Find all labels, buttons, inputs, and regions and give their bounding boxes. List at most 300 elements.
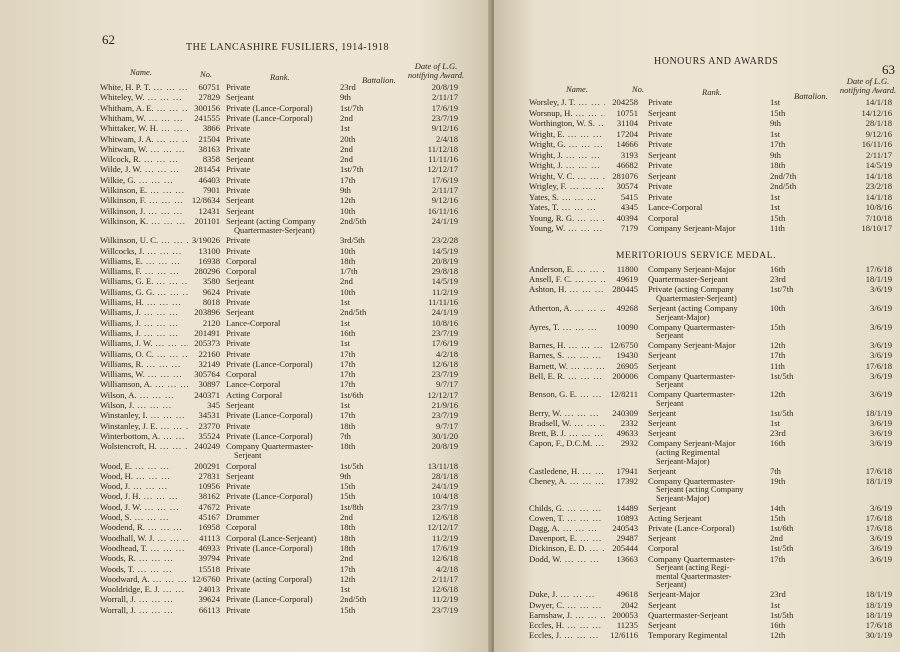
- left-page-number: 62: [102, 32, 115, 47]
- table-row: [494, 181, 900, 192]
- cell-name: Barnes, S. ... .: [529, 350, 605, 361]
- cell-date: 11/2/19: [432, 594, 458, 605]
- cell-date: 3/6/19: [870, 553, 892, 564]
- cell-battalion: 1st/5th: [770, 370, 794, 381]
- cell-rank: Lance-Corporal: [226, 317, 281, 328]
- cell-battalion: 1st/8th: [340, 501, 364, 512]
- cell-number: 40394: [616, 212, 638, 223]
- cell-battalion: 15th: [770, 321, 786, 332]
- cell-date: 17/6/19: [431, 338, 458, 349]
- cell-battalion: 10th: [340, 245, 356, 256]
- cell-rank: Private: [226, 563, 251, 574]
- cell-number: 12/8211: [610, 389, 638, 400]
- cell-number: 49633: [616, 428, 638, 439]
- cell-name: Wood, J. ... .: [100, 481, 188, 492]
- cell-battalion: 1st: [340, 123, 351, 134]
- cell-number: 45167: [198, 512, 220, 522]
- cell-name: Worthington, W. S. ... .: [529, 118, 605, 129]
- cell-battalion: 17th: [340, 379, 356, 390]
- cell-rank: Serjeant (acting Company: [648, 302, 738, 313]
- table-row: [494, 630, 900, 641]
- cell-rank: Serjeant: [648, 350, 677, 361]
- cell-battalion: 9th: [770, 118, 781, 128]
- col-header-name: Name.: [130, 67, 152, 77]
- cell-battalion: 16th: [770, 264, 786, 274]
- cell-rank: Lance-Corporal: [648, 202, 703, 212]
- cell-name: Williams, R. ... .: [100, 359, 188, 370]
- cell-name: Yates, T. ... .: [529, 202, 605, 213]
- cell-name: Woods, T. ... .: [100, 564, 188, 575]
- cell-battalion: 1st: [340, 400, 351, 410]
- cell-name: Woods, R. ... .: [100, 553, 188, 564]
- cell-date: 11/11/16: [428, 297, 458, 307]
- cell-number: 49619: [616, 274, 638, 285]
- cell-name: Wood, S. ... .: [100, 512, 188, 523]
- cell-battalion: 12th: [770, 389, 786, 400]
- cell-rank: Private: [648, 139, 673, 149]
- cell-number: 2042: [620, 599, 638, 610]
- cell-rank: Private: [648, 118, 673, 128]
- cell-number: 35524: [198, 430, 220, 441]
- cell-number: 29487: [616, 533, 638, 544]
- cell-date: 17/6/19: [431, 542, 458, 553]
- cell-battalion: 9th: [340, 92, 351, 103]
- cell-date: 24/1/19: [431, 481, 458, 492]
- cell-battalion: 9th: [340, 185, 351, 195]
- cell-battalion: 2nd: [340, 154, 353, 165]
- cell-rank: Serjeant: [648, 599, 677, 610]
- cell-battalion: 15th: [770, 212, 786, 223]
- cell-rank: Company Quartermaster-: [226, 441, 314, 452]
- cell-rank: Private (acting Corporal): [226, 573, 312, 584]
- cell-number: 200053: [612, 609, 638, 620]
- cell-rank: Private: [226, 143, 251, 154]
- cell-number: 34531: [198, 410, 220, 421]
- cell-date: 9/12/16: [431, 123, 458, 134]
- cell-date: 12/12/17: [427, 164, 458, 175]
- cell-rank-continuation: Serjeant-Major): [656, 312, 710, 322]
- cell-battalion: 7th: [770, 465, 781, 476]
- cell-battalion: 1st/5th: [770, 543, 794, 554]
- cell-battalion: 10th: [340, 205, 356, 216]
- cell-battalion: 2nd: [340, 143, 353, 154]
- cell-rank-continuation: Serjeant (acting Company: [656, 485, 744, 495]
- cell-number: 22160: [198, 348, 220, 359]
- cell-name: Brett, B. J. ... .: [529, 428, 605, 439]
- cell-date: 12/6/18: [431, 512, 458, 522]
- cell-battalion: 11th: [770, 360, 785, 371]
- cell-number: 10090: [616, 321, 638, 332]
- cell-date: 14/5/19: [431, 276, 458, 287]
- cell-battalion: 1st/5th: [770, 408, 794, 418]
- cell-battalion: 2nd/5th: [340, 215, 367, 226]
- cell-rank: Private (Lance-Corporal): [226, 430, 313, 441]
- cell-date: 10/8/16: [865, 202, 892, 212]
- cell-rank: Serjeant: [226, 470, 255, 481]
- cell-name: Barnett, W. ... .: [529, 361, 605, 372]
- cell-date: 3/6/19: [870, 418, 892, 429]
- cell-name: Whitham, W. ... .: [100, 113, 188, 124]
- cell-battalion: 18th: [340, 441, 356, 452]
- cell-name: Woodhall, W. J. ... .: [100, 533, 188, 544]
- cell-number: 10751: [616, 107, 638, 118]
- cell-rank: Private: [226, 235, 251, 246]
- cell-date: 4/2/18: [436, 563, 458, 574]
- cell-number: 31104: [616, 118, 638, 128]
- cell-date: 23/2/28: [431, 235, 458, 246]
- cell-rank-continuation: Quartermaster-Serjeant): [656, 293, 737, 303]
- cell-name: Dodd, W. ... .: [529, 554, 605, 565]
- cell-date: 3/6/19: [870, 389, 892, 400]
- cell-battalion: 1st: [770, 128, 781, 139]
- cell-battalion: 23rd: [770, 274, 786, 285]
- cell-name: Wood, J. W. ... .: [100, 502, 188, 513]
- cell-rank: Private (Lance-Corporal): [226, 358, 313, 369]
- cell-rank: Serjeant: [226, 205, 255, 216]
- cell-battalion: 16th: [340, 327, 356, 338]
- cell-battalion: 17th: [340, 410, 356, 421]
- cell-date: 11/12/18: [427, 143, 458, 154]
- cell-date: 23/7/19: [431, 501, 458, 512]
- cell-rank: Serjeant (acting Company: [226, 215, 316, 226]
- col-header-battalion: Battalion.: [362, 75, 396, 85]
- cell-rank: Private (Lance-Corporal): [226, 491, 313, 502]
- col-header-date: Date of L.G. notifying Award.: [407, 61, 465, 80]
- cell-name: Winstanley, I. ... .: [100, 410, 188, 421]
- cell-date: 23/7/19: [431, 112, 458, 123]
- cell-battalion: 16th: [770, 438, 786, 449]
- cell-battalion: 17th: [340, 348, 356, 359]
- cell-rank: Private: [226, 286, 251, 297]
- cell-battalion: 17th: [770, 350, 786, 361]
- cell-rank: Private: [226, 185, 251, 195]
- cell-date: 17/6/18: [865, 619, 892, 630]
- cell-date: 2/11/17: [432, 185, 458, 195]
- cell-name: Earnshaw, J. ... .: [529, 610, 605, 621]
- cell-number: 204258: [612, 97, 638, 107]
- cell-number: 21504: [198, 133, 220, 144]
- cell-rank: Serjeant: [648, 408, 677, 418]
- cell-date: 18/1/19: [865, 274, 892, 285]
- cell-name: Woodend, R. ... .: [100, 522, 188, 533]
- cell-date: 2/11/17: [866, 149, 892, 160]
- cell-name: Wrigley, F. ... .: [529, 181, 605, 192]
- cell-number: 11235: [616, 619, 638, 630]
- cell-battalion: 15th: [340, 481, 356, 492]
- cell-rank: Corporal: [226, 522, 257, 533]
- cell-name: Atherton, A. ... .: [529, 303, 605, 314]
- cell-date: 24/1/19: [431, 215, 458, 226]
- cell-battalion: 17th: [340, 174, 356, 185]
- cell-date: 20/8/19: [431, 441, 458, 452]
- col-header-rank: Rank.: [270, 72, 290, 82]
- cell-rank: Corporal: [648, 212, 679, 223]
- cell-number: 240309: [612, 408, 638, 418]
- cell-name: Wilson, J. ... .: [100, 400, 188, 411]
- cell-name: Wood, J. H. ... .: [100, 491, 188, 502]
- cell-date: 3/6/19: [870, 438, 892, 449]
- cell-number: 281076: [612, 170, 638, 181]
- cell-number: 39794: [198, 553, 220, 564]
- cell-date: 10/4/18: [431, 491, 458, 502]
- cell-battalion: 14th: [770, 503, 786, 513]
- left-running-head: THE LANCASHIRE FUSILIERS, 1914-1918: [186, 42, 390, 53]
- cell-name: Williams, W. ... .: [100, 369, 188, 380]
- cell-date: 17/6/19: [431, 174, 458, 185]
- cell-name: Yates, S. ... .: [529, 192, 605, 203]
- cell-rank: Company Quartermaster-: [648, 553, 736, 564]
- cell-rank: Corporal: [226, 369, 257, 380]
- cell-battalion: 17th: [770, 139, 786, 149]
- cell-name: Ayres, T. ... .: [529, 322, 605, 333]
- cell-rank: Private: [226, 133, 251, 144]
- cell-number: 240249: [194, 441, 220, 452]
- cell-date: 23/7/19: [431, 410, 458, 421]
- cell-number: 240543: [612, 523, 638, 534]
- cell-battalion: 17th: [340, 563, 356, 574]
- cell-rank: Private (Lance-Corporal): [226, 102, 313, 113]
- cell-name: Castledene, H. ... .: [529, 466, 605, 477]
- cell-number: 5415: [620, 191, 638, 202]
- cell-battalion: 1st/6th: [340, 389, 364, 400]
- cell-date: 14/1/18: [865, 97, 892, 107]
- cell-name: Eccles, J. ... .: [529, 630, 605, 641]
- cell-date: 12/12/17: [427, 522, 458, 533]
- cell-number: 46403: [198, 174, 220, 185]
- table-row: [494, 150, 900, 161]
- cell-rank-continuation: (acting Regimental: [656, 447, 720, 457]
- cell-number: 17392: [616, 475, 638, 486]
- cell-number: 241555: [194, 112, 220, 123]
- cell-rank: Private: [648, 97, 673, 107]
- col-header-name-right: Name.: [566, 84, 588, 94]
- cell-number: 201491: [194, 327, 220, 338]
- right-page: [494, 0, 900, 652]
- table-row: [494, 213, 900, 224]
- cell-name: Wright, E. ... .: [529, 129, 605, 140]
- cell-number: 12431: [198, 205, 220, 216]
- cell-number: 205444: [612, 543, 638, 554]
- cell-battalion: 2nd: [340, 553, 353, 564]
- cell-battalion: 1st: [340, 584, 351, 595]
- cell-rank: Private: [648, 181, 673, 191]
- cell-name: Young, R. G. ... .: [529, 213, 605, 224]
- cell-rank: Serjeant: [648, 465, 677, 476]
- cell-date: 18/10/17: [861, 223, 892, 233]
- cell-rank: Serjeant: [226, 307, 255, 318]
- cell-date: 16/11/16: [861, 139, 892, 149]
- cell-battalion: 2nd/5th: [340, 594, 367, 605]
- cell-number: 15518: [198, 563, 220, 574]
- cell-date: 3/6/19: [870, 503, 892, 513]
- cell-rank: Serjeant: [226, 92, 255, 103]
- cell-number: 12/8634: [191, 195, 220, 206]
- cell-number: 26905: [616, 360, 638, 371]
- cell-rank: Private: [226, 481, 251, 492]
- cell-name: Childs, G. ... .: [529, 503, 605, 514]
- cell-battalion: 15th: [770, 107, 786, 118]
- cell-date: 17/6/18: [865, 523, 892, 534]
- cell-date: 9/12/16: [431, 195, 458, 206]
- cell-number: 3/19026: [191, 235, 220, 246]
- cell-name: White, H. P. T. ... .: [100, 82, 188, 93]
- cell-rank: Private: [648, 128, 673, 139]
- cell-name: Duke, J. ... .: [529, 589, 605, 600]
- cell-date: 2/11/17: [432, 92, 458, 103]
- cell-battalion: 18th: [340, 532, 356, 543]
- cell-number: 41113: [199, 532, 220, 543]
- cell-number: 300156: [194, 102, 220, 113]
- cell-rank: Private: [226, 297, 251, 307]
- cell-name: Wilkinson, F. ... .: [100, 195, 188, 206]
- table-row: [494, 97, 900, 108]
- cell-date: 3/6/19: [870, 350, 892, 361]
- cell-battalion: 10th: [340, 286, 356, 297]
- cell-rank: Private: [226, 348, 251, 359]
- cell-date: 29/8/18: [431, 266, 458, 277]
- cell-rank: Company Serjeant-Major: [648, 438, 736, 449]
- cell-name: Ashton, H. ... .: [529, 284, 605, 295]
- cell-number: 10893: [616, 513, 638, 524]
- cell-rank: Private: [226, 420, 251, 431]
- col-header-no: No.: [200, 69, 213, 79]
- cell-battalion: 1st/5th: [340, 460, 364, 471]
- cell-date: 14/1/18: [865, 191, 892, 202]
- cell-number: 12/6760: [191, 573, 220, 584]
- cell-number: 280296: [194, 266, 220, 277]
- cell-name: Worrall, J. ... .: [100, 605, 188, 616]
- cell-number: 281454: [194, 164, 220, 175]
- cell-name: Barnes, H. ... .: [529, 340, 605, 351]
- cell-number: 49618: [616, 589, 638, 600]
- cell-name: Williams, J. W. ... .: [100, 338, 188, 349]
- cell-rank: Private: [226, 174, 251, 185]
- cell-rank: Company Serjeant-Major: [648, 223, 736, 233]
- cell-number: 66113: [198, 604, 220, 615]
- cell-number: 13100: [198, 245, 220, 256]
- cell-battalion: 1st: [340, 338, 351, 349]
- cell-date: 14/5/19: [431, 245, 458, 256]
- cell-number: 60751: [198, 82, 220, 92]
- cell-name: Dickinson, E. D. ... .: [529, 543, 605, 554]
- cell-name: Wright, V. C. ... .: [529, 171, 605, 182]
- cell-number: 38163: [198, 143, 220, 154]
- cell-rank: Quartermaster-Serjeant: [648, 274, 728, 285]
- table-row: [494, 129, 900, 140]
- cell-name: Woodward, A. ... .: [100, 574, 188, 585]
- cell-rank-continuation: Serjeant: [656, 380, 684, 390]
- cell-battalion: 18th: [770, 160, 786, 170]
- cell-battalion: 18th: [340, 522, 356, 533]
- cell-rank: Serjeant: [648, 170, 677, 181]
- cell-rank: Serjeant: [226, 276, 255, 287]
- cell-number: 8358: [202, 154, 220, 165]
- cell-battalion: 18th: [340, 255, 356, 266]
- cell-name: Benson, G. E. ... .: [529, 389, 605, 400]
- cell-rank: Private (Lance-Corporal): [648, 523, 735, 534]
- cell-date: 14/1/18: [865, 170, 892, 181]
- cell-battalion: 23rd: [770, 589, 786, 600]
- cell-battalion: 1st/7th: [770, 284, 794, 295]
- cell-name: Dagg, A. ... .: [529, 523, 605, 534]
- cell-rank: Corporal: [226, 460, 257, 471]
- cell-number: 200006: [612, 370, 638, 381]
- cell-name: Wood, H. ... .: [100, 471, 188, 482]
- cell-rank: Private (Lance-Corporal): [226, 410, 313, 421]
- cell-number: 201101: [194, 215, 220, 226]
- cell-date: 14/12/16: [861, 107, 892, 118]
- cell-battalion: 15th: [340, 491, 356, 502]
- cell-date: 18/1/19: [865, 408, 892, 418]
- cell-number: 49268: [616, 302, 638, 313]
- cell-date: 12/6/18: [431, 358, 458, 369]
- cell-name: Wright, J. ... .: [529, 150, 605, 161]
- table-row: [494, 202, 900, 213]
- section-title-msm: MERITORIOUS SERVICE MEDAL.: [616, 251, 777, 261]
- cell-date: 9/12/16: [865, 128, 892, 139]
- cell-rank: Private: [226, 82, 251, 92]
- cell-date: 4/2/18: [436, 348, 458, 359]
- cell-rank: Private: [648, 160, 673, 170]
- cell-date: 18/1/19: [865, 475, 892, 486]
- cell-number: 13663: [616, 553, 638, 564]
- cell-number: 9624: [202, 286, 220, 297]
- cell-date: 20/8/19: [431, 82, 458, 92]
- cell-name: Wilkinson, J. ... .: [100, 206, 188, 217]
- table-row: [494, 108, 900, 119]
- cell-rank-continuation: Serjeant (acting Regi-: [656, 563, 730, 573]
- cell-name: Williams, G. G. ... .: [100, 287, 188, 298]
- cell-battalion: 9th: [770, 149, 781, 160]
- cell-name: Berry, W. ... .: [529, 408, 605, 419]
- cell-number: 32149: [198, 358, 220, 369]
- cell-rank: Private (Lance-Corporal): [226, 594, 313, 605]
- cell-number: 16938: [198, 255, 220, 266]
- cell-battalion: 17th: [770, 553, 786, 564]
- cell-battalion: 19th: [770, 475, 786, 486]
- cell-number: 11800: [616, 264, 638, 274]
- cell-name: Winstanley, J. E. ... .: [100, 421, 188, 432]
- cell-battalion: 2nd/7th: [770, 170, 797, 181]
- cell-date: 3/6/19: [870, 428, 892, 439]
- cell-date: 30/1/20: [431, 430, 458, 441]
- cell-number: 7901: [202, 185, 220, 195]
- cell-date: 14/5/19: [865, 160, 892, 170]
- cell-name: Wooldridge, E. J. ... .: [100, 584, 188, 595]
- cell-date: 21/9/16: [431, 400, 458, 410]
- cell-date: 3/6/19: [870, 302, 892, 313]
- cell-battalion: 2nd: [340, 112, 353, 123]
- cell-number: 240371: [194, 389, 220, 400]
- cell-name: Williams, G. E. ... .: [100, 276, 188, 287]
- cell-name: Worsley, J. T. ... .: [529, 97, 605, 108]
- cell-number: 280445: [612, 284, 638, 295]
- cell-date: 3/6/19: [870, 370, 892, 381]
- table-row: [0, 605, 492, 616]
- cell-battalion: 1st/7th: [340, 102, 364, 113]
- cell-battalion: 1st: [340, 317, 351, 328]
- cell-rank: Corporal: [226, 266, 257, 277]
- cell-number: 3580: [202, 276, 220, 287]
- cell-battalion: 12th: [770, 629, 786, 640]
- cell-date: 28/1/18: [865, 118, 892, 128]
- cell-date: 3/6/19: [870, 543, 892, 554]
- cell-rank: Private: [226, 501, 251, 512]
- table-row: [494, 139, 900, 150]
- cell-name: Williamson, A. ... .: [100, 379, 188, 390]
- cell-rank: Lance-Corporal: [226, 379, 281, 390]
- cell-battalion: 2nd/5th: [340, 307, 367, 318]
